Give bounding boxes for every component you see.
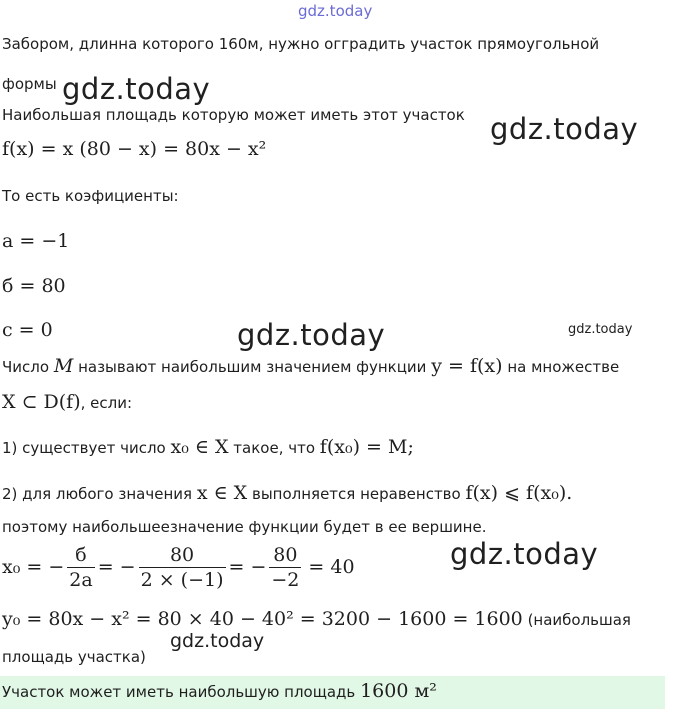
equals-sign: = − — [97, 556, 136, 578]
function-formula: f(x) = x (80 − x) = 80x − x² — [2, 138, 267, 160]
condition-expression: f(x) ⩽ f(x₀). — [465, 482, 573, 504]
fraction-numerator: 80 — [273, 543, 298, 566]
equals-sign: = − — [228, 556, 267, 578]
fraction-denominator: 2a — [69, 568, 93, 591]
definition-text: называют наибольшим значением функции — [78, 358, 427, 376]
answer-text: Участок может иметь наибольшую площадь — [2, 683, 356, 701]
watermark: gdz.today — [237, 318, 386, 352]
definition-set: X ⊂ D(f) — [2, 391, 81, 413]
conclusion-text: поэтому наибольшеезначение функции будет в ее вершине. — [2, 518, 487, 536]
problem-text-line-2: формы — [2, 75, 57, 93]
vertex-x-lhs: x₀ = − — [2, 556, 65, 578]
answer-line — [2, 680, 437, 702]
condition-expression: x ∈ X — [196, 482, 248, 504]
vertex-y-formula — [2, 608, 631, 630]
condition-text: 2) для любого значения — [2, 485, 193, 503]
problem-text-line-3: Наибольшая площадь которую может иметь этот участок — [2, 106, 465, 124]
condition-expression: x₀ ∈ X — [170, 436, 229, 458]
definition-text: , если: — [80, 394, 133, 412]
coefficients-heading: То есть коэфициенты: — [2, 187, 179, 205]
definition-text: на множестве — [507, 358, 620, 376]
definition-symbol-m: M — [53, 355, 74, 377]
watermark: gdz.today — [568, 322, 633, 337]
vertex-x-result: = 40 — [308, 556, 355, 578]
vertex-y-note-line-2: площадь участка) — [2, 648, 146, 666]
problem-text-line-1: Забором, длинна которого 160м, нужно огградить участок прямоугольной — [2, 35, 600, 53]
definition-function: y = f(x) — [431, 355, 503, 377]
fraction-numerator: б — [75, 543, 87, 566]
vertex-y-expression: y₀ = 80x − x² = 80 × 40 − 40² = 3200 − 1600 = 1600 — [2, 608, 523, 630]
coefficient-b: б = 80 — [2, 275, 66, 297]
watermark: gdz.today — [490, 112, 639, 146]
watermark: gdz.today — [62, 72, 211, 106]
answer-value: 1600 м² — [360, 680, 437, 702]
condition-text: такое, что — [233, 439, 316, 457]
watermark: gdz.today — [170, 630, 265, 652]
fraction-denominator: 2 × (−1) — [140, 568, 224, 591]
condition-expression: f(x₀) = M; — [319, 436, 414, 458]
fraction — [67, 544, 94, 591]
answer-box — [0, 676, 665, 709]
condition-2 — [2, 482, 572, 504]
condition-text: выполняется неравенство — [251, 485, 461, 503]
vertex-x-formula — [2, 540, 355, 594]
fraction — [139, 544, 226, 591]
fraction — [269, 544, 301, 591]
coefficient-c: c = 0 — [2, 319, 53, 341]
fraction-denominator: −2 — [271, 568, 300, 591]
definition-line-2 — [2, 391, 132, 413]
vertex-y-note: (наибольшая — [527, 611, 631, 629]
watermark-top: gdz.today — [298, 2, 373, 20]
definition-line-1 — [2, 355, 619, 377]
coefficient-a: a = −1 — [2, 230, 70, 252]
watermark: gdz.today — [450, 537, 599, 571]
condition-1 — [2, 436, 414, 458]
fraction-numerator: 80 — [169, 543, 195, 566]
definition-text: Число — [2, 358, 50, 376]
condition-text: 1) существует число — [2, 439, 166, 457]
